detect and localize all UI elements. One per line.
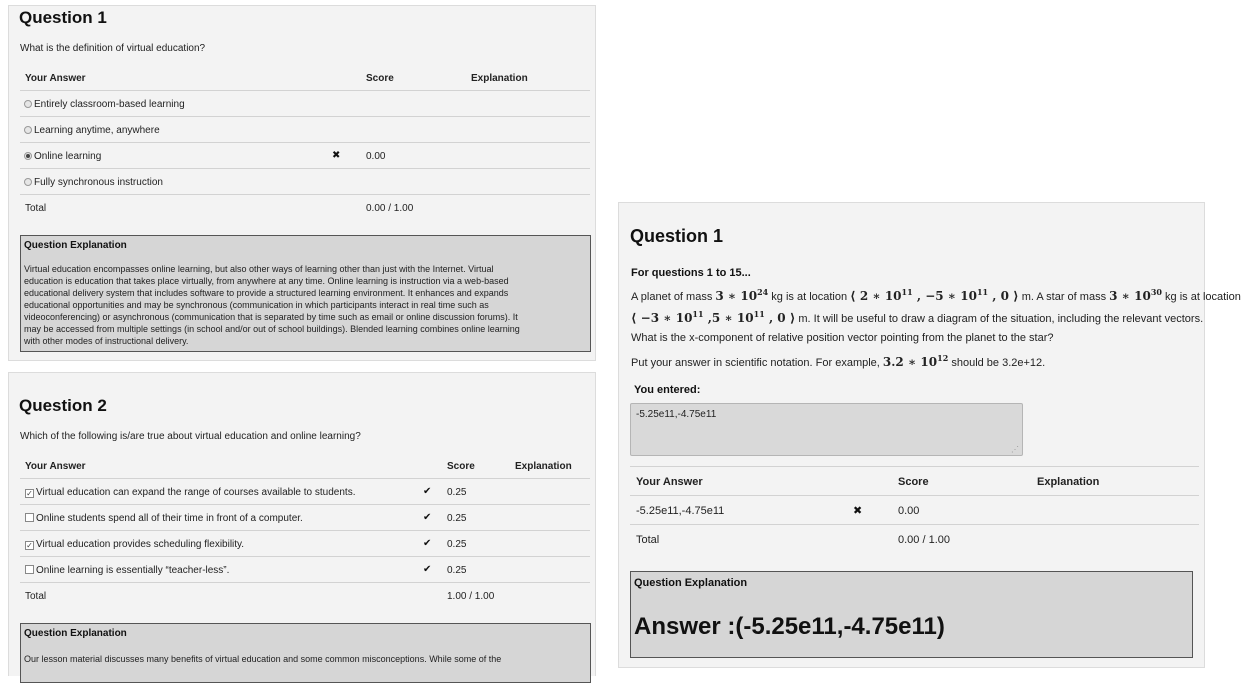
question-title: Question 1 [19, 8, 107, 27]
explanation-line: educational opportunities and may be synchronous (communication in which participants interact in real time such as [24, 300, 489, 310]
answer-score: 0.00 [898, 505, 920, 517]
option-label: Entirely classroom-based learning [34, 99, 185, 110]
score-header: Score [898, 476, 929, 488]
question-prompt: What is the definition of virtual education? [20, 43, 206, 54]
option-label: Virtual education provides scheduling flexibility. [36, 539, 245, 550]
explanation-line: Virtual education encompasses online learning, but also other ways of learning other than just with the Internet. Virtual [24, 264, 494, 274]
radio-button[interactable] [24, 126, 32, 134]
total-label: Total [25, 203, 47, 214]
radio-button[interactable] [24, 178, 32, 186]
explanation-text [24, 263, 520, 347]
checkbox-checked[interactable]: ✓ [26, 489, 33, 498]
explanation-line: education is education that takes place virtually, from anywhere at any time. Online learning is instruction via a web-based [24, 276, 509, 286]
option-score: 0.00 [366, 151, 386, 162]
radio-button-selected[interactable] [24, 152, 32, 160]
explanation-title: Question Explanation [24, 628, 127, 639]
math-star-location: ⟨ −3 ∗ $10^{11}$ ,5 ∗ $10^{11}$ , 0 ⟩ [631, 309, 796, 325]
incorrect-icon: ✖ [332, 150, 341, 161]
checkbox-checked[interactable]: ✓ [26, 541, 33, 550]
incorrect-icon: ✖ [853, 505, 863, 517]
question-line: What is the x-component of relative position vector pointing from the planet to the star? [631, 332, 1054, 344]
option-score: 0.25 [447, 513, 467, 524]
question-line: ⟨ −3 ∗ $10^{11}$ ,5 ∗ $10^{11}$ , 0 ⟩ m. It will be useful to draw a diagram of the situation, including the relevant vectors. [631, 309, 1204, 325]
resize-handle-icon[interactable]: ⋰ [1011, 445, 1019, 454]
option-score: 0.25 [447, 487, 467, 498]
question-explanation [20, 623, 591, 683]
your-answer-header: Your Answer [25, 73, 86, 84]
math-planet-location: ⟨ 2 ∗ $10^{11}$ , −5 ∗ $10^{11}$ , 0 ⟩ [850, 287, 1019, 303]
explanation-answer: Answer :(-5.25e11,-4.75e11) [634, 613, 945, 640]
option-label: Virtual education can expand the range of courses available to students. [36, 487, 356, 498]
correct-icon: ✔ [423, 486, 432, 497]
option-label: Fully synchronous instruction [34, 177, 163, 188]
question-1-panel [8, 5, 596, 361]
math-star-mass: 3 ∗ $10^{30}$ [1109, 287, 1162, 303]
entered-answer-box[interactable] [630, 403, 1023, 456]
option-label: Online students spend all of their time in front of a computer. [36, 513, 303, 524]
answer-option[interactable] [20, 143, 590, 169]
explanation-line: with other modes of instructional delivery. [24, 336, 189, 346]
answer-row [630, 496, 1199, 525]
answer-option[interactable] [20, 479, 590, 505]
explanation-header: Explanation [1037, 476, 1100, 488]
total-score: 1.00 / 1.00 [447, 591, 495, 602]
math-example: 3.2 ∗ $10^{12}$ [882, 353, 949, 369]
your-answer-header: Your Answer [25, 461, 86, 472]
answer-option[interactable] [20, 557, 590, 583]
answer-option[interactable] [20, 505, 590, 531]
entered-answer-value: -5.25e11,-4.75e11 [636, 409, 717, 420]
explanation-title: Question Explanation [634, 577, 748, 589]
question-1-physics-panel [618, 202, 1241, 668]
total-row [20, 195, 590, 221]
question-line: A planet of mass 3 ∗ $10^{24}$ kg is at location ⟨ 2 ∗ $10^{11}$ , −5 ∗ $10^{11}$ , 0 ⟩ m. A star of mass 3 ∗ $10^{30}$ kg is at location [631, 287, 1241, 303]
option-score: 0.25 [447, 565, 467, 576]
explanation-line: educational delivery system that includes software to provide a structured learning environment. It enhances and expands [24, 288, 509, 298]
option-label: Learning anytime, anywhere [34, 125, 160, 136]
question-explanation [630, 571, 1193, 658]
total-label: Total [636, 534, 660, 546]
answer-option[interactable] [20, 169, 590, 195]
answer-table-header [20, 453, 590, 479]
checkbox[interactable] [25, 565, 34, 574]
explanation-header: Explanation [471, 73, 528, 84]
option-score: 0.25 [447, 539, 467, 550]
math-planet-mass: 3 ∗ $10^{24}$ [715, 287, 769, 303]
question-2-panel [8, 372, 596, 676]
total-row [20, 583, 590, 609]
total-label: Total [25, 591, 47, 602]
you-entered-label: You entered: [634, 384, 701, 396]
answer-table-header [630, 466, 1199, 496]
checkbox[interactable] [25, 513, 34, 522]
question-title: Question 1 [630, 226, 724, 246]
correct-icon: ✔ [423, 538, 432, 549]
option-label: Online learning is essentially “teacher-less”. [36, 565, 230, 576]
explanation-title: Question Explanation [24, 240, 127, 251]
question-title: Question 2 [19, 396, 107, 415]
explanation-text: Our lesson material discusses many benefits of virtual education and some common misconceptions. While some of the [24, 654, 502, 664]
radio-button[interactable] [24, 100, 32, 108]
answer-option[interactable] [20, 531, 590, 557]
correct-icon: ✔ [423, 512, 432, 523]
answer-option[interactable] [20, 117, 590, 143]
total-row [630, 525, 1199, 555]
answer-table-header [20, 65, 590, 91]
question-line: Put your answer in scientific notation. For example, 3.2 ∗ $10^{12}$ should be 3.2e+12. [631, 353, 1046, 369]
explanation-line: may be accessed from multiple settings (in school and/or out of school buildings). Blended learning combines online learning [24, 324, 520, 334]
correct-icon: ✔ [423, 564, 432, 575]
explanation-header: Explanation [515, 461, 572, 472]
question-explanation [20, 235, 591, 352]
your-answer-header: Your Answer [636, 476, 703, 488]
option-label: Online learning [34, 151, 102, 162]
total-score: 0.00 / 1.00 [898, 534, 950, 546]
answer-option[interactable] [20, 91, 590, 117]
explanation-line: videoconferencing) or asynchronous (communication that is separated by time such as email or online discussion forums). It [24, 312, 518, 322]
total-score: 0.00 / 1.00 [366, 203, 414, 214]
question-prompt: Which of the following is/are true about virtual education and online learning? [20, 431, 361, 442]
score-header: Score [447, 461, 475, 472]
score-header: Score [366, 73, 394, 84]
question-intro: For questions 1 to 15... [631, 267, 751, 279]
answer-value: -5.25e11,-4.75e11 [636, 505, 725, 517]
